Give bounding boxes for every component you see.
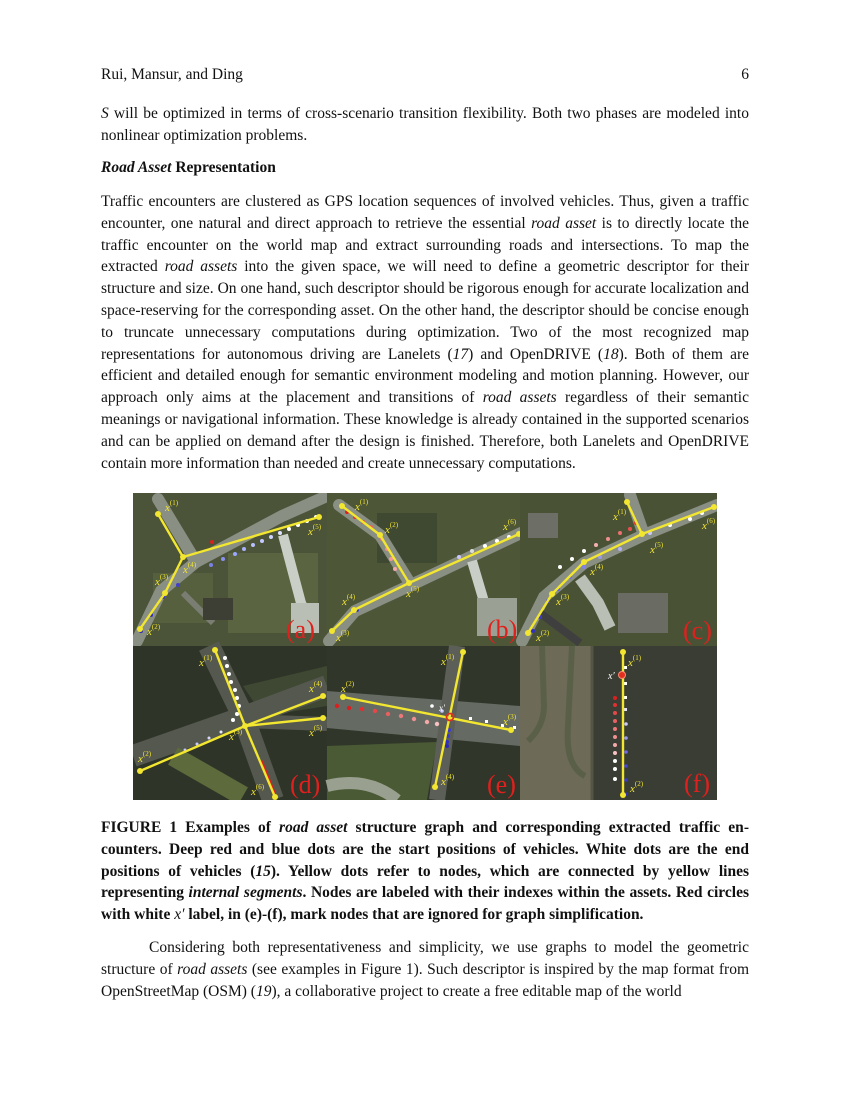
panel-f xyxy=(520,646,717,800)
paragraph-road-asset-representation: Traffic encounters are clustered as GPS location sequences of involved vehicles. Thus, given a traffic encounter, one natural and direct approach to retrieve the essential road asset is to directly locate the traffic encounter on the world map and extract surrounding roads and intersections. To map the extracted road assets into the given space, we will need to define a geometric descriptor for their structure and size. On one hand, such descriptor should be rigorous enough for accurate localization and space-reserving for the corresponding asset. On the other hand, the descriptor should be concise enough to truncate unnecessary computations during optimization. Two of the most recognized map representations for autonomous driving are Lanelets (17) and OpenDRIVE (18). Both of them are efficient and detailed enough for semantic environment modeling and motion planning. However, our approach only aims at the placement and transitions of road assets regardless of their semantic meanings or navigational information. These knowledge is already contained in the supported scenarios and can be applied on demand after the design is finished. Therefore, both Lanelets and OpenDRIVE contain more information than needed and create unnecessary computations. xyxy=(101,193,749,472)
citation-19[interactable]: 19 xyxy=(255,982,272,1000)
svg-text:x(1): $x^{(1)}$ xyxy=(355,498,369,513)
paragraph-continuation: S will be optimized in terms of cross-scenario transition flexibility. Both two phases are modeled into nonlinear optimization problems. xyxy=(101,105,749,144)
variable-s: S xyxy=(101,105,109,122)
panel-b xyxy=(327,493,522,646)
svg-text:x(2): $x^{(2)}$ xyxy=(536,629,550,644)
svg-text:x(6): $x^{(6)}$ xyxy=(702,517,716,532)
svg-text:x(4): $x^{(4)}$ xyxy=(342,593,356,608)
svg-text:x(3): $x^{(3)}$ xyxy=(556,593,570,608)
svg-text:x(5): $x^{(5)}$ xyxy=(406,585,420,600)
svg-text:x(2): $x^{(2)}$ xyxy=(138,750,152,765)
panel-c xyxy=(520,493,717,646)
svg-text:x(3): $x^{(3)}$ xyxy=(229,728,243,743)
svg-text:x(5): $x^{(5)}$ xyxy=(650,541,664,556)
running-head xyxy=(101,66,749,84)
svg-text:x(2): $x^{(2)}$ xyxy=(341,680,355,695)
figure-1 xyxy=(133,493,717,800)
panel-label-a: (a) xyxy=(286,615,315,644)
svg-text:x′: x′ xyxy=(608,671,615,682)
panel-label-d: (d) xyxy=(290,770,321,799)
svg-text:x(2): $x^{(2)}$ xyxy=(147,623,161,638)
svg-text:x(1): $x^{(1)}$ xyxy=(441,653,455,668)
citation-18[interactable]: 18 xyxy=(603,345,619,363)
panel-e xyxy=(327,646,520,800)
svg-text:x(4): $x^{(4)}$ xyxy=(183,561,197,576)
panel-a xyxy=(133,493,327,646)
paragraph-graph-descriptor: Considering both representativeness and simplicity, we use graphs to model the geometric structure of road assets (see examples in Figure 1). Such descriptor is inspired by the map format from OpenStreetMap (OSM) (19), a collaborative project to create a free editable map of the world xyxy=(101,939,749,1000)
svg-text:x(1): $x^{(1)}$ xyxy=(613,508,627,523)
svg-text:x(6): $x^{(6)}$ xyxy=(251,783,265,798)
svg-text:x′: x′ xyxy=(439,703,445,713)
svg-text:x(4): $x^{(4)}$ xyxy=(309,680,323,695)
svg-text:x(1): $x^{(1)}$ xyxy=(165,499,179,514)
panel-d xyxy=(133,646,327,800)
svg-text:x(2): $x^{(2)}$ xyxy=(385,521,399,536)
citation-15[interactable]: 15 xyxy=(255,862,271,880)
figure-caption: FIGURE 1 Examples of road asset structure graph and corresponding extracted traffic encounters. Deep red and blue dots are the start positions of vehicles. White dots are the end positions of vehicles (15). Yellow dots refer to nodes, which are connected by yellow lines representing internal segments. Nodes are labeled with their indexes within the assets. Red circles with white x′ label, in (e)-(f), mark nodes that are ignored for graph simplification. xyxy=(101,819,750,924)
svg-text:x(3): $x^{(3)}$ xyxy=(503,713,517,728)
svg-text:x(3): $x^{(3)}$ xyxy=(155,573,169,588)
panel-label-c: (c) xyxy=(683,616,712,645)
panel-label-f: (f) xyxy=(684,769,710,798)
svg-text:x(4): $x^{(4)}$ xyxy=(590,563,604,578)
section-heading: Road Asset Representation xyxy=(101,159,276,176)
svg-text:x(4): $x^{(4)}$ xyxy=(441,773,455,788)
svg-text:x(5): $x^{(5)}$ xyxy=(308,523,322,538)
page-number: 6 xyxy=(741,66,749,83)
svg-text:x(1): $x^{(1)}$ xyxy=(628,654,642,669)
svg-text:x(2): $x^{(2)}$ xyxy=(630,780,644,795)
svg-text:x(6): $x^{(6)}$ xyxy=(503,518,517,533)
author-names: Rui, Mansur, and Ding xyxy=(101,66,243,83)
citation-17[interactable]: 17 xyxy=(452,345,469,363)
svg-text:x(1): $x^{(1)}$ xyxy=(199,654,213,669)
svg-text:x(3): $x^{(3)}$ xyxy=(336,629,350,644)
panel-label-e: (e) xyxy=(487,770,516,799)
svg-text:x(5): $x^{(5)}$ xyxy=(309,724,323,739)
panel-label-b: (b) xyxy=(487,615,518,644)
